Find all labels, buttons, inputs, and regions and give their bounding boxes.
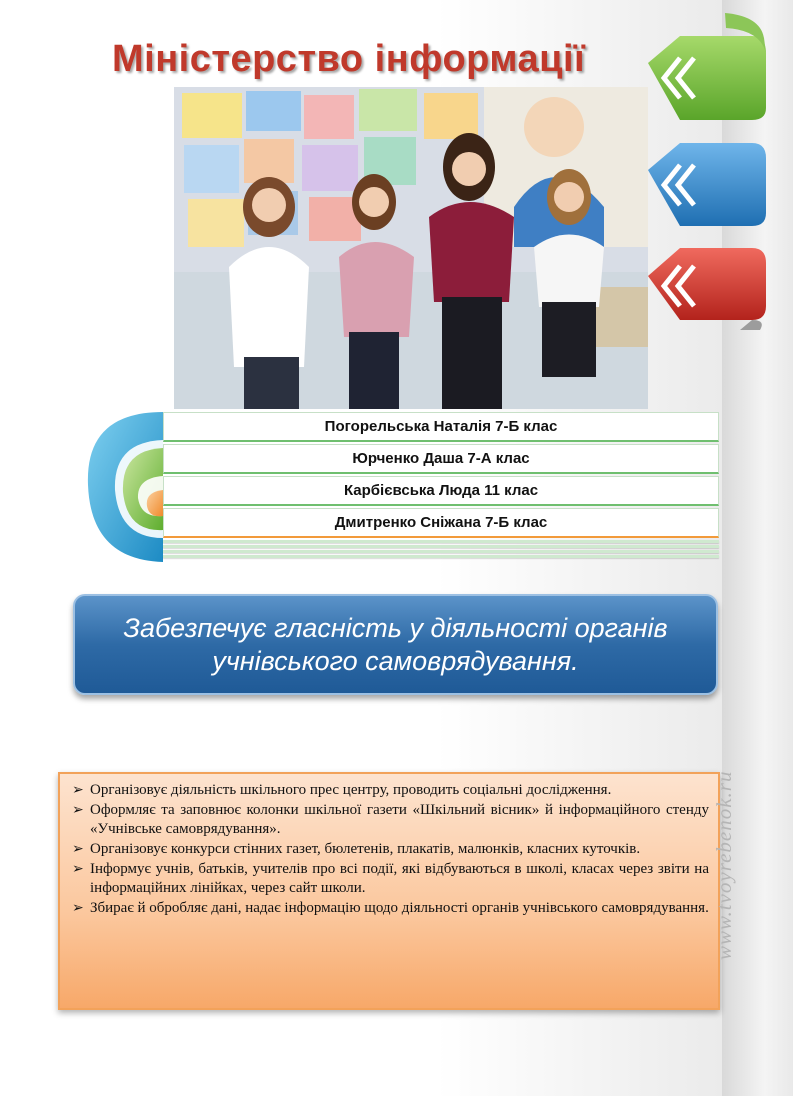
member-row: Карбієвська Люда 11 клас xyxy=(163,476,719,506)
purpose-box xyxy=(73,594,718,695)
member-row: Погорельська Наталія 7-Б клас xyxy=(163,412,719,442)
duty-item: ➢ Організовує конкурси стінних газет, бюлетенів, плакатів, малюнків, класних куточків. xyxy=(72,841,641,857)
member-row: Юрченко Даша 7-А клас xyxy=(163,444,719,474)
decorative-rings xyxy=(85,410,170,565)
page-title: Міністерство інформації xyxy=(112,38,586,80)
watermark: www.tvoyrebenok.ru xyxy=(712,770,736,960)
duties-box xyxy=(58,772,720,1010)
arrow-bullet-icon: ➢ xyxy=(72,842,84,857)
arrow-bullet-icon: ➢ xyxy=(72,901,84,916)
decorative-ribbons xyxy=(640,8,770,333)
duties-list xyxy=(72,781,709,918)
decorative-stripes xyxy=(163,540,719,564)
duty-item: ➢ Інформує учнів, батьків, учителів про всі події, які відбуваються в школі, класах через звіти на інформаційних лінійках, через сайт школи. xyxy=(72,861,709,896)
arrow-bullet-icon: ➢ xyxy=(72,783,84,798)
member-row: Дмитренко Сніжана 7-Б клас xyxy=(163,508,719,538)
members-list xyxy=(163,412,719,540)
arrow-bullet-icon: ➢ xyxy=(72,803,84,818)
duty-item: ➢ Організовує діяльність шкільного прес центру, проводить соціальні дослідження. xyxy=(72,782,612,798)
purpose-text: Забезпечує гласність у діяльності органів учнівського самоврядування. xyxy=(123,612,668,676)
group-photo xyxy=(174,87,648,409)
arrow-bullet-icon: ➢ xyxy=(72,862,84,877)
duty-item: ➢ Оформляє та заповнює колонки шкільної газети «Шкільний вісник» й інформаційного стенду «Учнівське самоврядування». xyxy=(72,802,709,837)
duty-item: ➢ Збирає й обробляє дані, надає інформацію щодо діяльності органів учнівського самоврядування. xyxy=(72,900,709,916)
